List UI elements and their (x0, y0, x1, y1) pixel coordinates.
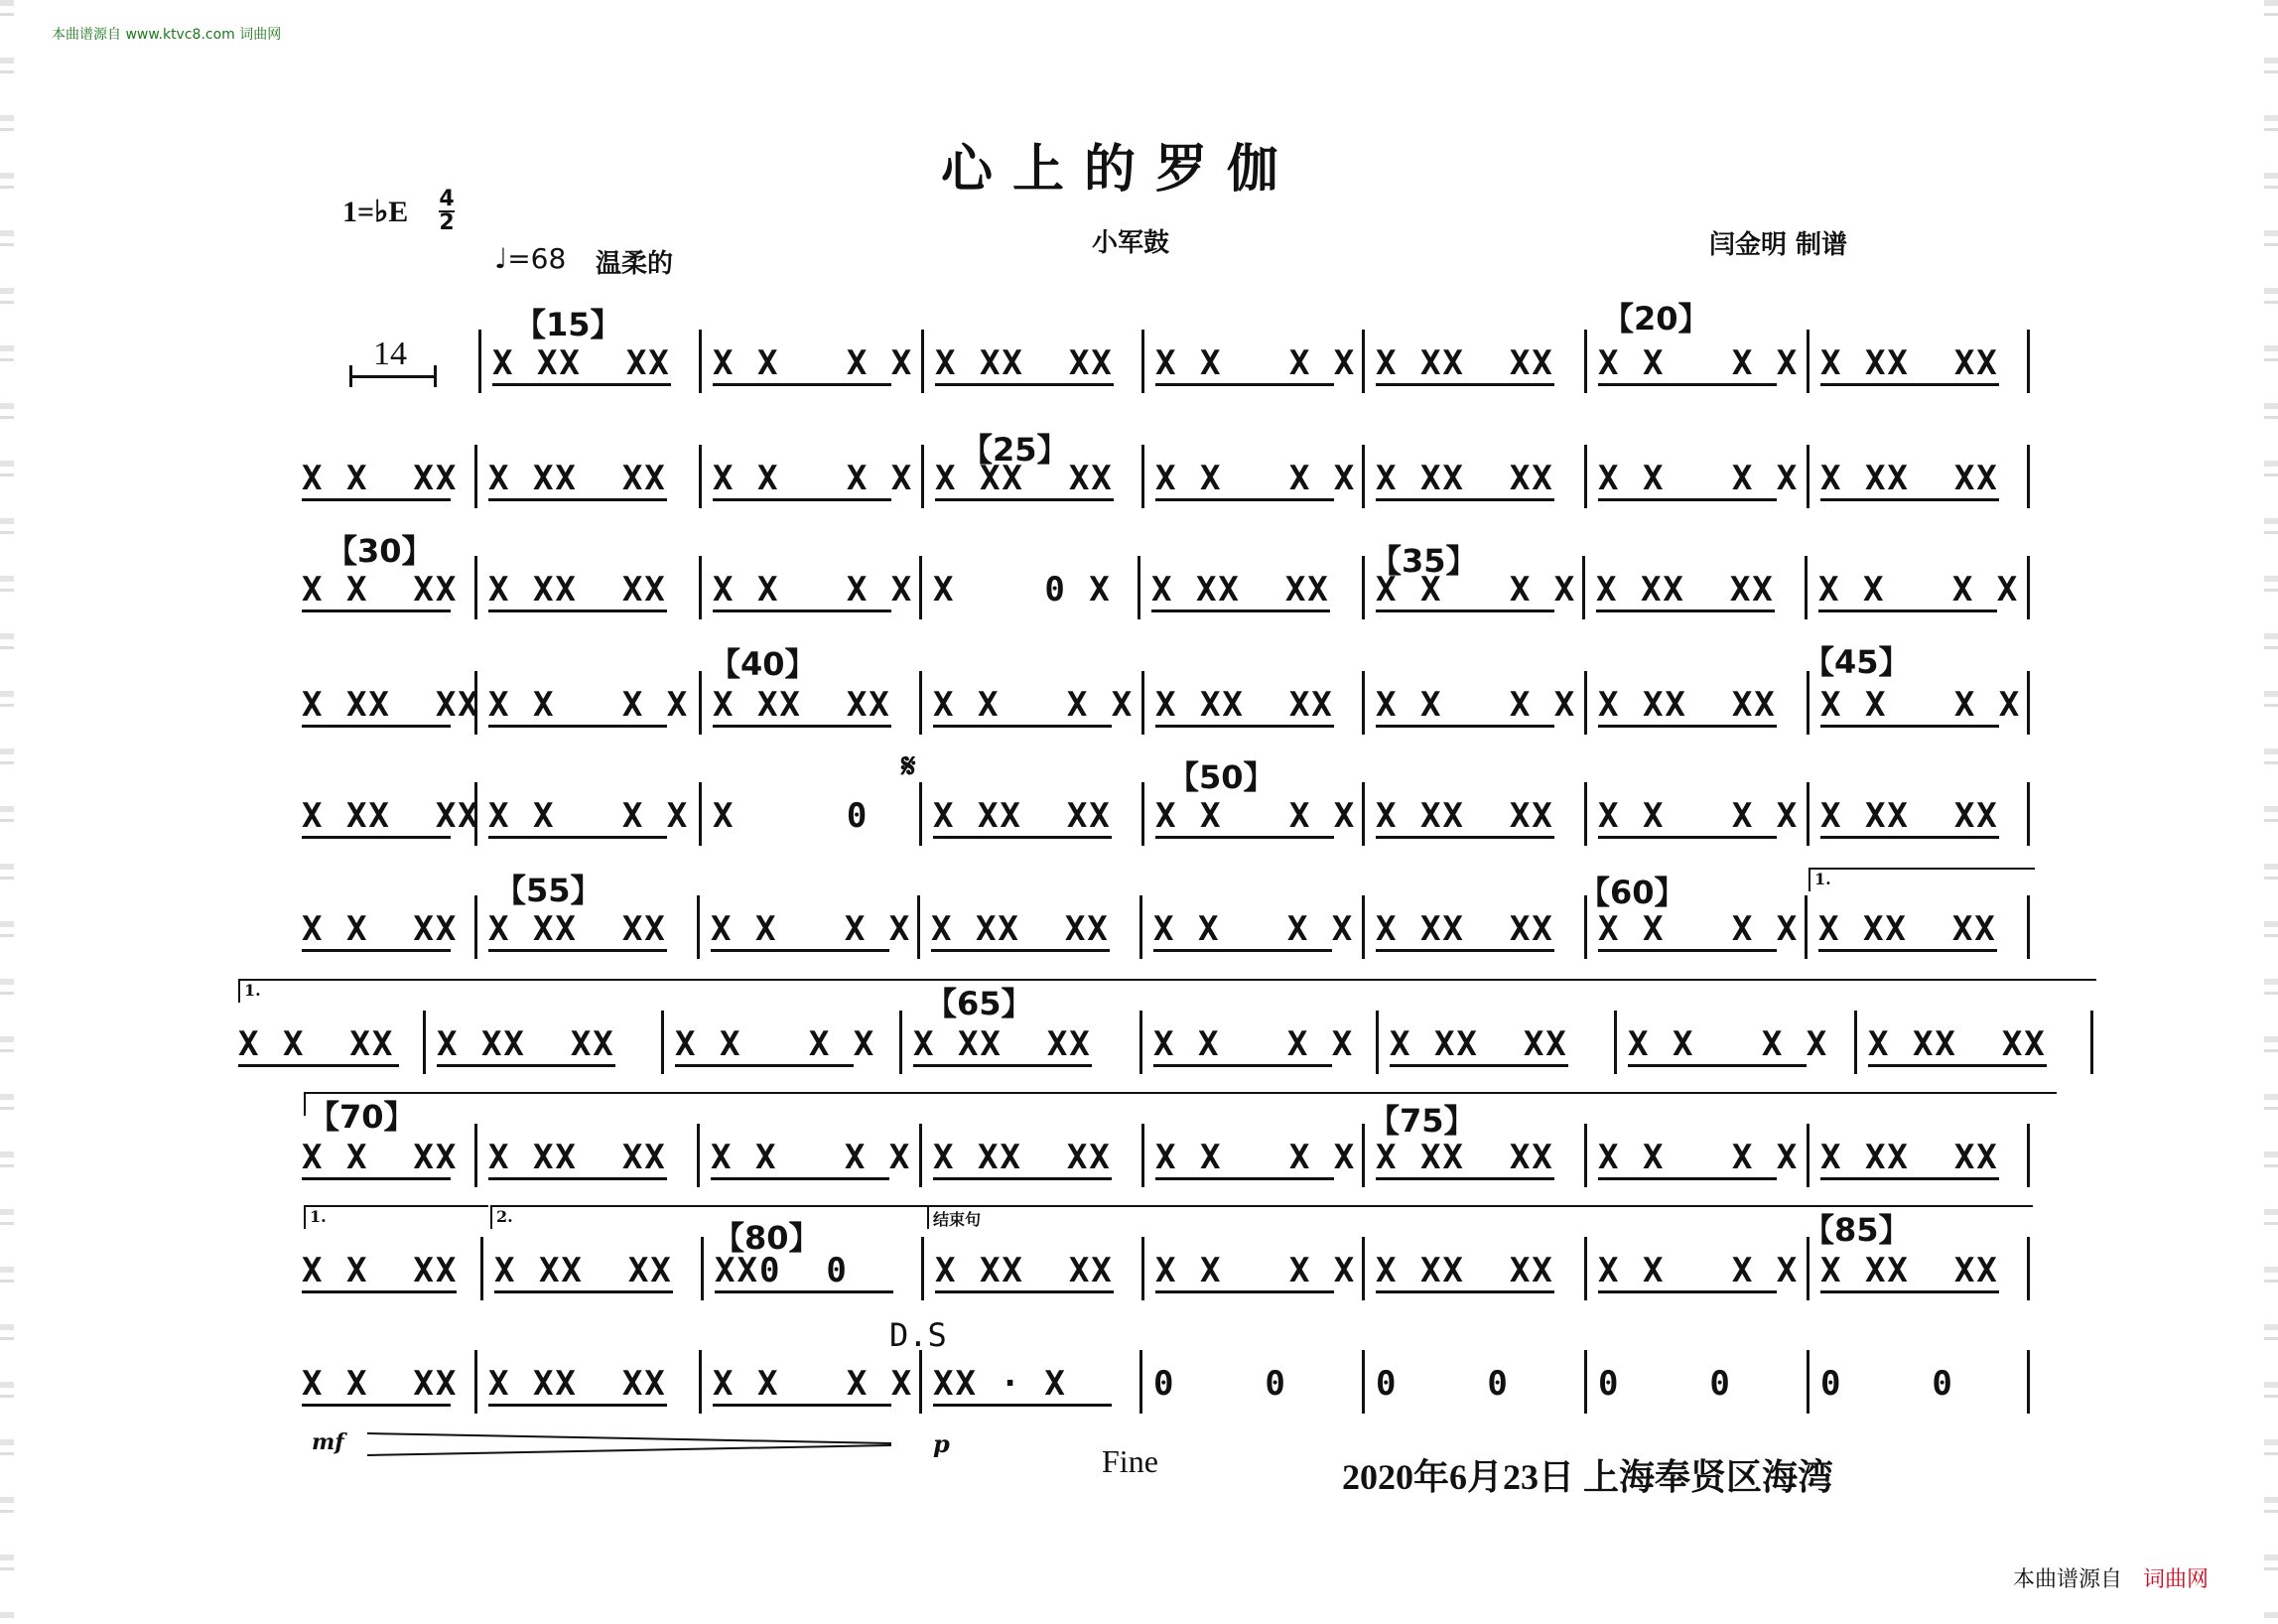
barline (1362, 330, 1365, 393)
measure-notes: 0 0 (1376, 1364, 1510, 1404)
barline (699, 445, 702, 508)
measure-notes: X X X X (713, 570, 914, 609)
measure-notes: X X X X (711, 909, 912, 949)
barline (1362, 1237, 1365, 1300)
measure-notes: X 0 (713, 796, 870, 836)
measure-notes: X XX XX (931, 909, 1110, 949)
beam-underline (1376, 725, 1554, 728)
barline (474, 445, 477, 508)
beam-underline (1376, 949, 1554, 952)
beam-underline (302, 609, 451, 612)
rehearsal-mark: 【45】 (1803, 643, 1911, 681)
barline (1139, 1350, 1142, 1414)
beam-underline (1155, 498, 1334, 501)
barline (1141, 782, 1144, 846)
decrescendo-hairpin (367, 1431, 893, 1461)
fine-mark: Fine (1102, 1443, 1158, 1479)
measure-notes: X X XX (302, 459, 459, 498)
measure-notes: X XX XX (1868, 1024, 2047, 1064)
barline (1584, 782, 1587, 846)
rehearsal-mark: 【15】 (514, 306, 622, 343)
barline (1141, 1124, 1144, 1187)
beam-underline (1820, 383, 1999, 386)
beam-underline (1820, 1290, 1999, 1293)
beam-underline (1376, 383, 1554, 386)
rehearsal-mark: 【85】 (1803, 1211, 1911, 1249)
barline (2027, 1237, 2030, 1300)
barline (2027, 671, 2030, 735)
beam-underline (933, 836, 1112, 839)
measure-notes: X XX XX (302, 685, 480, 725)
beam-underline (1868, 1064, 2047, 1067)
measure-notes: X XX XX (1390, 1024, 1568, 1064)
beam-underline (1818, 949, 1997, 952)
barline (474, 895, 477, 959)
arranger-credit: 闫金明 制谱 (1709, 230, 1848, 260)
barline (1805, 556, 1808, 619)
measure-notes: X X X X (1598, 459, 1800, 498)
barline (699, 671, 702, 735)
barline (699, 330, 702, 393)
measure-notes: X X X X (1598, 1138, 1800, 1177)
measure-notes: X XX XX (1820, 343, 1999, 383)
beam-underline (302, 949, 451, 952)
barline (1807, 330, 1809, 393)
beam-underline (1376, 498, 1554, 501)
beam-underline (1820, 725, 1999, 728)
measure-notes: X X XX (302, 909, 459, 949)
measure-notes: X XX XX (1820, 459, 1999, 498)
measure-notes: X X X X (488, 796, 690, 836)
measure-notes: X XX XX (1596, 570, 1775, 609)
rehearsal-mark: 【70】 (308, 1098, 416, 1136)
measure-notes: X XX XX (1155, 685, 1334, 725)
beam-underline (711, 1177, 889, 1180)
barline (919, 556, 922, 619)
right-margin-strip (2264, 0, 2278, 1624)
measure-notes: X X X X (1598, 909, 1800, 949)
beam-underline (492, 383, 671, 386)
measure-notes: X X X X (1598, 343, 1800, 383)
beam-underline (1155, 1177, 1334, 1180)
barline (1807, 445, 1809, 508)
measure-notes: X X X X (675, 1024, 876, 1064)
rehearsal-mark: 【75】 (1368, 1102, 1476, 1140)
rehearsal-mark: 【60】 (1578, 874, 1686, 911)
barline (1138, 556, 1140, 619)
beam-underline (488, 1177, 667, 1180)
volta-bracket: 2. (490, 1205, 933, 1229)
page-title: 心上的罗伽 (941, 140, 1299, 200)
measure-notes: X XX XX (935, 1251, 1114, 1290)
barline (1805, 895, 1808, 959)
measure-notes: X XX XX (1376, 1251, 1554, 1290)
beam-underline (675, 1064, 854, 1067)
barline (921, 330, 924, 393)
barline (919, 671, 922, 735)
measure-notes: X X X X (1155, 1138, 1357, 1177)
barline (701, 1237, 704, 1300)
barline (2027, 445, 2030, 508)
barline (1141, 1237, 1144, 1300)
barline (1139, 1011, 1142, 1074)
beam-underline (1598, 383, 1777, 386)
date-place: 2020年6月23日 上海奉贤区海湾 (1342, 1457, 1834, 1497)
barline (1584, 1237, 1587, 1300)
barline (697, 895, 700, 959)
rehearsal-mark: 【50】 (1167, 758, 1275, 796)
beam-underline (1376, 609, 1554, 612)
beam-underline (1376, 1290, 1554, 1293)
barline (1139, 895, 1142, 959)
beam-underline (302, 498, 451, 501)
measure-notes: X XX XX (492, 343, 671, 383)
measure-notes: X XX XX (1151, 570, 1330, 609)
multi-rest: 14 (349, 338, 437, 385)
beam-underline (1598, 836, 1777, 839)
rehearsal-mark: 【20】 (1602, 300, 1710, 338)
beam-underline (1155, 836, 1334, 839)
measure-notes: X XX XX (488, 459, 667, 498)
footer-credit: 本曲谱源自 词曲网 (2013, 1567, 2210, 1592)
measure-notes: X X XX (302, 570, 459, 609)
ds-mark: D.S (889, 1316, 947, 1354)
beam-underline (1151, 609, 1330, 612)
barline (2027, 1124, 2030, 1187)
beam-underline (494, 1290, 673, 1293)
barline (1362, 671, 1365, 735)
beam-underline (713, 609, 891, 612)
measure-notes: X XX XX (1818, 909, 1997, 949)
measure-notes: X X X X (713, 1364, 914, 1404)
barline (921, 1237, 924, 1300)
measure-notes: X X X X (713, 343, 914, 383)
barline (1584, 1350, 1587, 1414)
measure-notes: X X X X (713, 459, 914, 498)
beam-underline (1598, 949, 1777, 952)
time-signature: 4 2 (439, 187, 455, 235)
barline (1614, 1011, 1617, 1074)
barline (1362, 445, 1365, 508)
beam-underline (1155, 383, 1334, 386)
dynamic-p: p (933, 1429, 950, 1458)
measure-notes: X X X X (933, 685, 1135, 725)
measure-notes: X X XX (302, 1364, 459, 1404)
measure-notes: X XX XX (933, 1138, 1112, 1177)
left-margin-strip (0, 0, 14, 1624)
measure-notes: X X X X (1155, 459, 1357, 498)
barline (1584, 330, 1587, 393)
volta-bracket (304, 1092, 2057, 1116)
barline (423, 1011, 426, 1074)
measure-notes: X XX XX (935, 343, 1114, 383)
barline (1362, 782, 1365, 846)
measure-notes: X XX XX (488, 909, 667, 949)
beam-underline (1155, 725, 1334, 728)
measure-notes: X X X X (1628, 1024, 1829, 1064)
measure-notes: X XX XX (488, 1138, 667, 1177)
beam-underline (302, 836, 451, 839)
barline (2027, 330, 2030, 393)
barline (478, 330, 481, 393)
measure-notes: X XX XX (1376, 343, 1554, 383)
measure-notes: X 0 X (933, 570, 1112, 609)
beam-underline (488, 1404, 667, 1407)
barline (1807, 782, 1809, 846)
measure-notes: X XX XX (488, 570, 667, 609)
beam-underline (1153, 1064, 1332, 1067)
beam-underline (913, 1064, 1092, 1067)
barline (919, 782, 922, 846)
beam-underline (302, 725, 451, 728)
rehearsal-mark: 【35】 (1370, 542, 1478, 580)
beam-underline (302, 1290, 457, 1293)
beam-underline (713, 498, 891, 501)
beam-underline (1598, 1290, 1777, 1293)
barline (661, 1011, 664, 1074)
beam-underline (935, 1290, 1114, 1293)
measure-notes: X X X X (1153, 909, 1355, 949)
measure-notes: X XX XX (494, 1251, 673, 1290)
beam-underline (1598, 725, 1777, 728)
barline (1584, 445, 1587, 508)
barline (917, 895, 920, 959)
barline (699, 1350, 702, 1414)
volta-bracket: 1. (238, 979, 2096, 1003)
measure-notes: X XX XX (1376, 909, 1554, 949)
rehearsal-mark: 【25】 (961, 431, 1069, 469)
beam-underline (1598, 498, 1777, 501)
beam-underline (488, 725, 667, 728)
barline (1141, 445, 1144, 508)
beam-underline (488, 949, 667, 952)
beam-underline (1598, 1177, 1777, 1180)
barline (899, 1011, 902, 1074)
beam-underline (488, 836, 667, 839)
beam-underline (1376, 836, 1554, 839)
measure-notes: XX · X (933, 1364, 1067, 1404)
measure-notes: X X X X (1376, 570, 1577, 609)
beam-underline (1820, 1177, 1999, 1180)
barline (1141, 330, 1144, 393)
barline (1584, 1124, 1587, 1187)
beam-underline (1155, 1290, 1334, 1293)
rehearsal-mark: 【40】 (709, 645, 817, 683)
footer-site-link[interactable]: 词曲网 (2143, 1567, 2210, 1592)
barline (919, 1350, 922, 1414)
beam-underline (437, 1064, 615, 1067)
rehearsal-mark: 【65】 (925, 985, 1033, 1022)
barline (1376, 1011, 1379, 1074)
barline (697, 1124, 700, 1187)
volta-bracket: 1. (304, 1205, 488, 1229)
beam-underline (935, 383, 1114, 386)
measure-notes: X X X X (1598, 796, 1800, 836)
rehearsal-mark: 【55】 (494, 872, 603, 909)
barline (2027, 556, 2030, 619)
measure-notes: X X X X (1598, 1251, 1800, 1290)
measure-notes: X X X X (711, 1138, 912, 1177)
barline (699, 556, 702, 619)
measure-notes: 0 0 (1153, 1364, 1287, 1404)
barline (1362, 1350, 1365, 1414)
measure-notes: 0 0 (1820, 1364, 1954, 1404)
beam-underline (933, 725, 1112, 728)
barline (2027, 782, 2030, 846)
beam-underline (933, 1404, 1112, 1407)
measure-notes: X XX XX (713, 685, 891, 725)
source-header: 本曲谱源自 www.ktvc8.com 词曲网 (52, 27, 282, 43)
beam-underline (1818, 609, 1997, 612)
barline (1584, 671, 1587, 735)
measure-notes: X XX XX (1598, 685, 1777, 725)
barline (474, 1350, 477, 1414)
beam-underline (715, 1290, 893, 1293)
barline (1141, 671, 1144, 735)
volta-bracket: 结束句 (927, 1205, 2033, 1229)
measure-notes: X XX XX (935, 459, 1114, 498)
measure-notes: X XX XX (302, 796, 480, 836)
beam-underline (933, 1177, 1112, 1180)
measure-notes: X XX XX (913, 1024, 1092, 1064)
measure-notes: X XX XX (1820, 1251, 1999, 1290)
measure-notes: X XX XX (1376, 796, 1554, 836)
measure-notes: X X XX (302, 1251, 459, 1290)
key-signature: 1=♭E (342, 196, 409, 228)
measure-notes: X X XX (238, 1024, 395, 1064)
beam-underline (713, 1404, 891, 1407)
measure-notes: X X X X (1376, 685, 1577, 725)
barline (474, 556, 477, 619)
barline (919, 1124, 922, 1187)
barline (2027, 895, 2030, 959)
barline (480, 1237, 483, 1300)
instrument-label: 小军鼓 (1092, 228, 1170, 258)
expression-mark: 温柔的 (596, 249, 674, 279)
beam-underline (238, 1064, 399, 1067)
beam-underline (488, 498, 667, 501)
measure-notes: X XX XX (933, 796, 1112, 836)
barline (474, 1124, 477, 1187)
beam-underline (711, 949, 889, 952)
beam-underline (1390, 1064, 1568, 1067)
rehearsal-mark: 【30】 (326, 532, 434, 570)
barline (1582, 556, 1585, 619)
measure-notes: X X X X (1153, 1024, 1355, 1064)
measure-notes: X X XX (302, 1138, 459, 1177)
beam-underline (713, 383, 891, 386)
beam-underline (1376, 1177, 1554, 1180)
measure-notes: XX0 0 (715, 1251, 849, 1290)
barline (1854, 1011, 1857, 1074)
beam-underline (935, 498, 1114, 501)
volta-bracket: 1. (1809, 868, 2035, 891)
measure-notes: X X X X (488, 685, 690, 725)
barline (1362, 1124, 1365, 1187)
measure-notes: X XX XX (488, 1364, 667, 1404)
measure-notes: X X X X (1818, 570, 2020, 609)
barline (1807, 1124, 1809, 1187)
measure-notes: X XX XX (1820, 796, 1999, 836)
measure-notes: X X X X (1155, 796, 1357, 836)
beam-underline (1820, 836, 1999, 839)
rehearsal-mark: 【80】 (713, 1219, 821, 1257)
segno-sign: 𝄋 (901, 746, 916, 786)
measure-notes: X XX XX (1376, 1138, 1554, 1177)
measure-notes: X XX XX (1820, 1138, 1999, 1177)
beam-underline (302, 1177, 451, 1180)
barline (2027, 1350, 2030, 1414)
beam-underline (1628, 1064, 1807, 1067)
barline (1807, 1350, 1809, 1414)
beam-underline (1153, 949, 1332, 952)
measure-notes: X XX XX (437, 1024, 615, 1064)
measure-notes: X XX XX (1376, 459, 1554, 498)
barline (1362, 895, 1365, 959)
measure-notes: X X X X (1155, 343, 1357, 383)
beam-underline (931, 949, 1110, 952)
barline (921, 445, 924, 508)
beam-underline (713, 725, 891, 728)
tempo-mark: ♩=68 (494, 242, 567, 275)
beam-underline (1820, 498, 1999, 501)
beam-underline (488, 609, 667, 612)
beam-underline (302, 1404, 451, 1407)
measure-notes: X X X X (1155, 1251, 1357, 1290)
barline (699, 782, 702, 846)
barline (2090, 1011, 2093, 1074)
measure-notes: X X X X (1820, 685, 2022, 725)
beam-underline (1596, 609, 1775, 612)
dynamic-mf: mf (312, 1429, 344, 1455)
barline (1362, 556, 1365, 619)
measure-notes: 0 0 (1598, 1364, 1732, 1404)
